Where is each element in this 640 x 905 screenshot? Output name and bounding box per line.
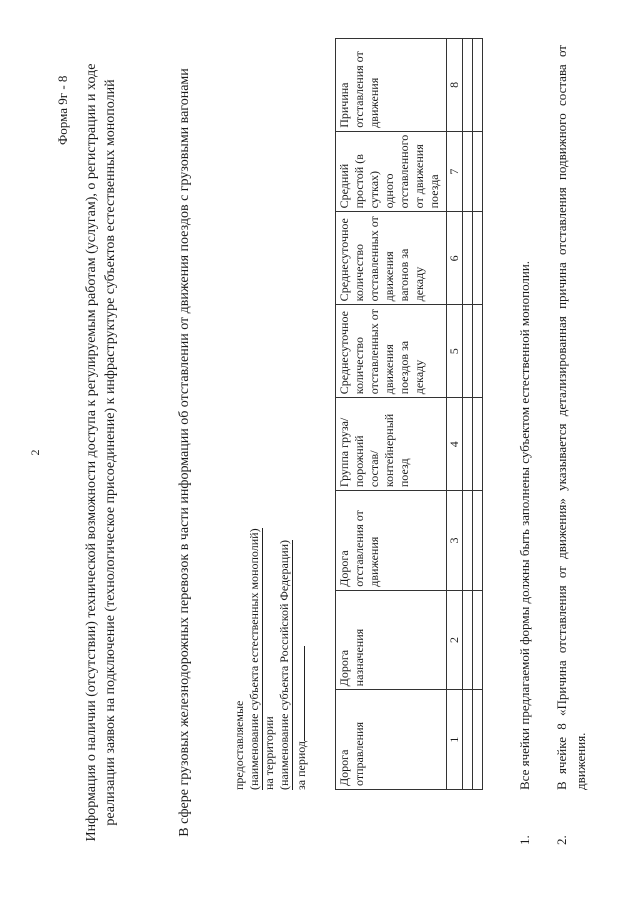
- note-text: Все ячейки предлагаемой формы должны быть заполнены субъектом естественной монополии.: [517, 260, 532, 790]
- region-name-caption: (наименование субъекта Российской Федерации): [277, 539, 291, 790]
- data-table: [335, 38, 483, 790]
- empty-cell: [463, 305, 473, 398]
- meta-block: [232, 528, 307, 790]
- empty-cell: [463, 212, 473, 305]
- column-number-5: 5: [447, 305, 463, 398]
- empty-cell: [463, 398, 473, 491]
- table-header-row: [336, 39, 447, 790]
- table-empty-row: [473, 39, 483, 790]
- note-item: [515, 45, 534, 845]
- empty-cell: [463, 491, 473, 591]
- column-number-4: 4: [447, 398, 463, 491]
- empty-cell: [473, 398, 483, 491]
- table-empty-row: [463, 39, 473, 790]
- empty-cell: [473, 212, 483, 305]
- header-cell-1: Дорога отправления: [336, 690, 447, 790]
- empty-cell: [473, 305, 483, 398]
- empty-cell: [473, 491, 483, 591]
- empty-cell: [473, 590, 483, 690]
- header-cell-5: Среднесуточное количество отставленных от движения поездов за декаду: [336, 305, 447, 398]
- document-subtitle: В сфере грузовых железнодорожных перевозок в части информации об отставлении от движения поездов с грузовыми вагонами: [177, 68, 192, 837]
- provided-label: предоставляемые: [232, 700, 246, 790]
- period-label: за период: [294, 741, 308, 790]
- empty-cell: [473, 39, 483, 132]
- note-item: [552, 45, 590, 845]
- note-number: 2.: [554, 835, 569, 845]
- column-number-1: 1: [447, 690, 463, 790]
- column-number-8: 8: [447, 39, 463, 132]
- period-blank: [292, 646, 305, 741]
- header-cell-6: Среднесуточное количество отставленных от движения вагонов за декаду: [336, 212, 447, 305]
- territory-label: на территории: [262, 716, 276, 790]
- form-number: Форма 9г - 8: [55, 75, 70, 145]
- header-cell-8: Причина отставления от движения: [336, 39, 447, 132]
- notes-list: [515, 45, 608, 845]
- empty-cell: [473, 131, 483, 212]
- header-cell-3: Дорога отставления от движения: [336, 491, 447, 591]
- empty-cell: [463, 590, 473, 690]
- column-number-7: 7: [447, 131, 463, 212]
- empty-cell: [473, 690, 483, 790]
- note-text: В ячейке 8 «Причина отставления от движения» указывается детализированная причина отставления подвижного состава от движения.: [554, 45, 588, 790]
- column-number-2: 2: [447, 590, 463, 690]
- empty-cell: [463, 690, 473, 790]
- header-cell-2: Дорога назначения: [336, 590, 447, 690]
- page-number: 2: [28, 449, 42, 456]
- document-title: Информация о наличии (отсутствии) технической возможности доступа к регулируемым работам (услугам), о регистрации и ходе реализации заявок на подключение (технологическое присоединение) к инфраструктуре субъектов естественных монополий: [84, 63, 118, 842]
- subject-name-caption: (наименование субъекта естественных монополий): [247, 528, 261, 790]
- table-number-row: [447, 39, 463, 790]
- column-number-3: 3: [447, 491, 463, 591]
- header-cell-7: Средний простой (в сутках) одного отставленного от движения поезда: [336, 131, 447, 212]
- empty-cell: [463, 131, 473, 212]
- column-number-6: 6: [447, 212, 463, 305]
- note-number: 1.: [517, 835, 532, 845]
- header-cell-4: Группа груза/порожний состав/контейнерный поезд: [336, 398, 447, 491]
- empty-cell: [463, 39, 473, 132]
